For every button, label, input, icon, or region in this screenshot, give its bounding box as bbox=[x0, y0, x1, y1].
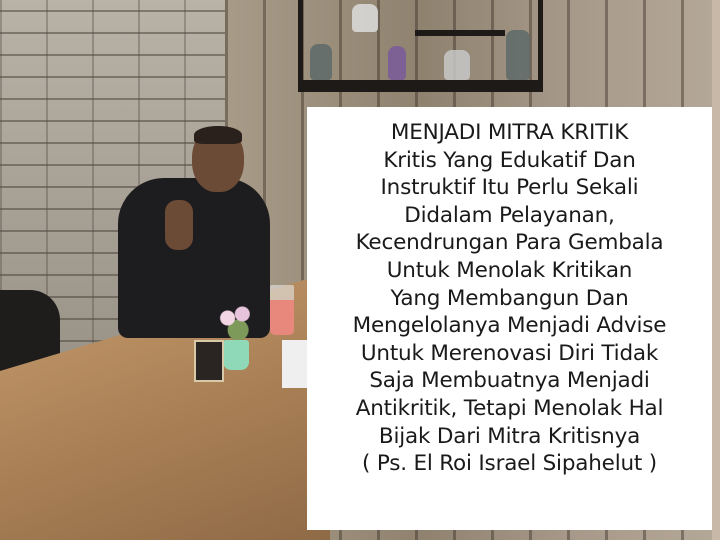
quote-text bbox=[307, 119, 712, 478]
quote-attribution: ( Ps. El Roi Israel Sipahelut ) bbox=[362, 451, 657, 477]
shelf-canister bbox=[444, 50, 470, 80]
shelf-divider bbox=[415, 30, 505, 36]
quote-line: Didalam Pelayanan, bbox=[404, 202, 615, 228]
quote-line: Kecendrungan Para Gembala bbox=[355, 230, 664, 256]
flower-pot bbox=[223, 340, 249, 370]
right-edge-wall bbox=[712, 0, 720, 540]
quote-line: Bijak Dari Mitra Kritisnya bbox=[378, 423, 641, 449]
quote-line: Antikritik, Tetapi Menolak Hal bbox=[355, 395, 664, 421]
quote-line: Untuk Merenovasi Diri Tidak bbox=[360, 340, 659, 366]
shelf-cup bbox=[352, 4, 378, 32]
shelf-jar bbox=[310, 44, 332, 80]
quote-line: Mengelolanya Menjadi Advise bbox=[352, 313, 667, 339]
shelf-bottle bbox=[506, 30, 530, 80]
juice-glass bbox=[270, 285, 294, 335]
quote-line: Kritis Yang Edukatif Dan bbox=[383, 147, 636, 173]
table-number-sign bbox=[194, 340, 224, 382]
person-hair bbox=[194, 126, 242, 144]
quote-line: Saja Membuatnya Menjadi bbox=[369, 368, 650, 394]
quote-title: MENJADI MITRA KRITIK bbox=[390, 120, 629, 145]
quote-line: Instruktif Itu Perlu Sekali bbox=[380, 175, 639, 201]
quote-line: Untuk Menolak Kritikan bbox=[386, 257, 633, 283]
flowers bbox=[215, 302, 257, 342]
shelf-plant bbox=[388, 46, 406, 80]
quote-line: Yang Membangun Dan bbox=[390, 285, 629, 311]
thumbs-up-hand bbox=[165, 200, 193, 250]
shelf-board bbox=[298, 80, 543, 88]
